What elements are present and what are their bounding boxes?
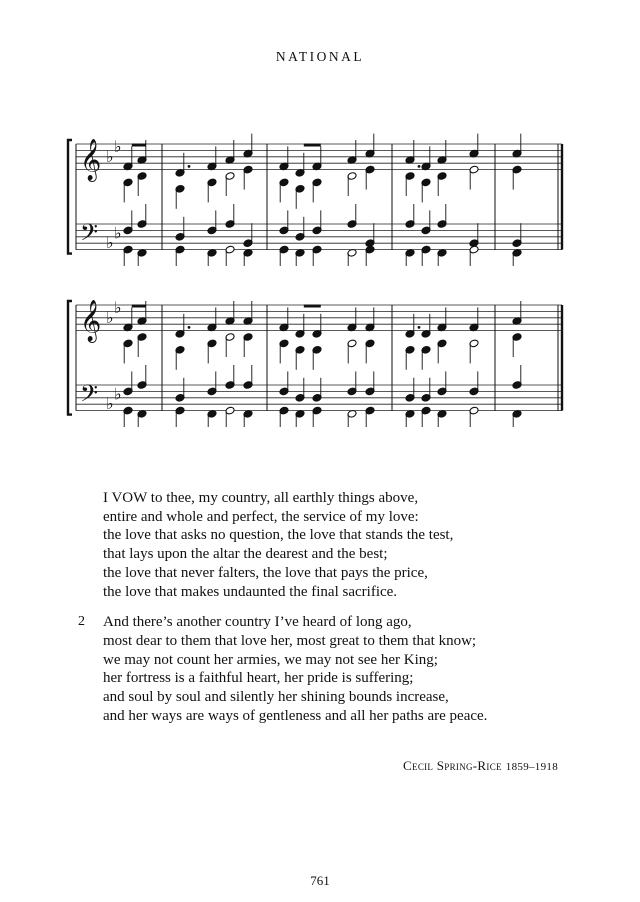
author-name: Cecil Spring-Rice	[403, 758, 502, 773]
bass-clef-icon: 𝄢	[80, 379, 99, 413]
system-bracket	[68, 140, 72, 254]
system-bracket	[68, 301, 72, 415]
flat-icon: ♭	[106, 307, 114, 327]
page-number: 761	[310, 873, 330, 888]
bass-clef-icon: 𝄢	[80, 218, 99, 252]
treble-clef-icon: 𝄞	[80, 300, 102, 342]
music-system-1	[62, 126, 572, 271]
author-attribution	[403, 758, 558, 774]
section-heading: NATIONAL	[275, 49, 365, 64]
verse-line: I VOW to thee, my country, all earthly things above,	[103, 490, 419, 506]
augmentation-dot	[188, 326, 191, 329]
flat-icon: ♭	[114, 298, 122, 318]
flat-icon: ♭	[114, 137, 122, 157]
verse-1	[78, 489, 598, 601]
augmentation-dot	[188, 165, 191, 168]
music-system-2	[62, 287, 572, 432]
verse-2	[78, 613, 598, 725]
flat-icon: ♭	[106, 233, 114, 253]
flat-icon: ♭	[114, 384, 122, 404]
verse-line: entire and whole and perfect, the service of my love:	[103, 508, 419, 525]
verse-line: we may not count her armies, we may not see her King;	[103, 651, 438, 668]
verse-number: 2	[78, 614, 85, 630]
author-dates: 1859–1918	[505, 761, 558, 773]
verse-line: most dear to them that love her, most great to them that know;	[103, 632, 477, 649]
verse-line: her fortress is a faithful heart, her pride is suffering;	[103, 670, 414, 687]
verse-line: the love that never falters, the love that pays the price,	[103, 564, 428, 581]
flat-icon: ♭	[114, 223, 122, 243]
verse-line: and soul by soul and silently her shining bounds increase,	[103, 689, 449, 706]
hymn-text	[78, 489, 598, 725]
flat-icon: ♭	[106, 394, 114, 414]
treble-clef-icon: 𝄞	[80, 139, 102, 181]
verse-line: and her ways are ways of gentleness and all her paths are peace.	[103, 707, 488, 724]
augmentation-dot	[418, 326, 421, 329]
flat-icon: ♭	[106, 146, 114, 166]
verse-line: And there’s another country I’ve heard of long ago,	[103, 614, 412, 631]
verse-line: that lays upon the altar the dearest and the best;	[103, 546, 388, 563]
verse-line: the love that asks no question, the love that stands the test,	[103, 527, 454, 544]
verse-line: the love that makes undaunted the final sacrifice.	[103, 583, 398, 600]
augmentation-dot	[418, 165, 421, 168]
